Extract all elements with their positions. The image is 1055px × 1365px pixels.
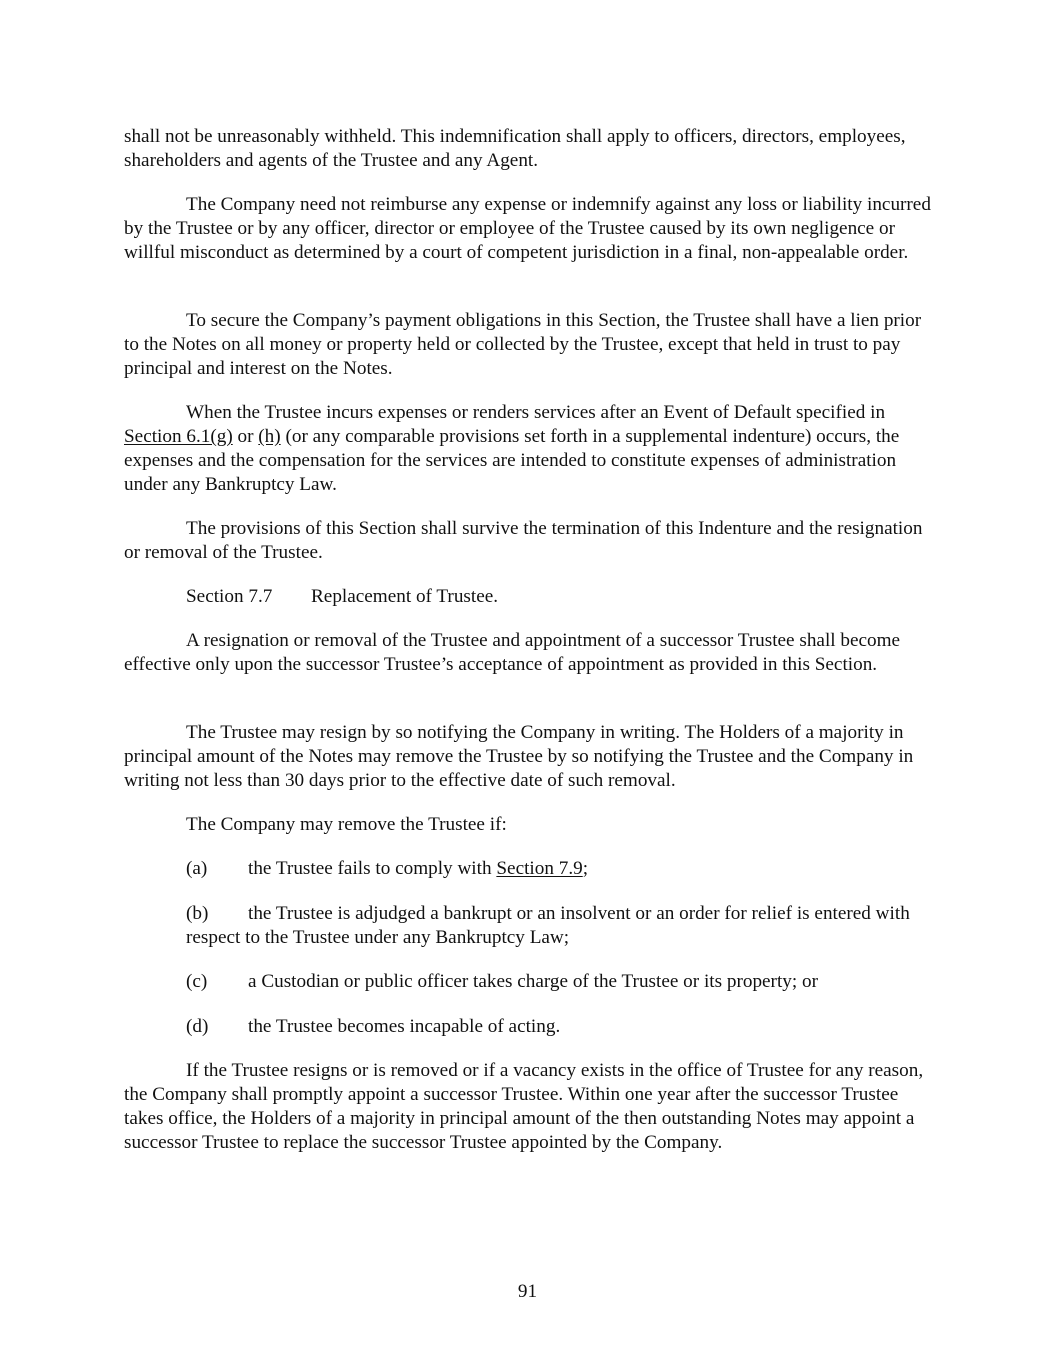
paragraph-reimbursement-exception: The Company need not reimburse any expense or indemnify against any loss or liability incurred by the Trustee or by any officer, director or employee of the Trustee caused by its own negligence or willful misconduct as determined by a court of competent jurisdiction in a final, non-appealable order.	[124, 194, 931, 263]
section-7-9-reference[interactable]: Section 7.9	[496, 858, 583, 879]
paragraph-company-remove: The Company may remove the Trustee if:	[186, 814, 507, 835]
section-6-1-g-reference[interactable]: Section 6.1(g)	[124, 426, 233, 447]
section-title: Replacement of Trustee.	[311, 586, 499, 607]
paragraph-trustee-lien: To secure the Company’s payment obligations in this Section, the Trustee shall have a lien prior to the Notes on all money or property held or collected by the Trustee, except that held in trust to pay principal and interest on the Notes.	[124, 310, 922, 379]
section-number: Section 7.7	[186, 586, 273, 607]
paragraph-indemnification-continued: shall not be unreasonably withheld. This indemnification shall apply to officers, directors, employees, shareholders and agents of the Trustee and any Agent.	[124, 126, 906, 171]
section-h-reference[interactable]: (h)	[258, 426, 281, 447]
item-label: (a)	[186, 858, 208, 879]
item-text: ;	[582, 858, 589, 879]
paragraph-survival: The provisions of this Section shall survive the termination of this Indenture and the resignation or removal of the Trustee.	[124, 518, 923, 563]
paragraph-successor-appointment: If the Trustee resigns or is removed or if a vacancy exists in the office of Trustee for any reason, the Company shall promptly appoint a successor Trustee. Within one year after the successor Trustee takes office, the Holders of a majority in principal amount of the then outstanding Notes may appoint a successor Trustee to replace the successor Trustee appointed by the Company.	[124, 1060, 924, 1153]
item-text: the Trustee is adjudged a bankrupt or an insolvent or an order for relief is entered with respect to the Trustee under any Bankruptcy Law;	[186, 903, 910, 948]
paragraph-resignation-effective: A resignation or removal of the Trustee and appointment of a successor Trustee shall become effective only upon the successor Trustee’s acceptance of appointment as provided in this Section.	[124, 630, 901, 675]
text-fragment: When the Trustee incurs expenses or renders services after an Event of Default specified in	[186, 402, 886, 423]
item-text: the Trustee fails to comply with	[248, 858, 497, 879]
item-text: the Trustee becomes incapable of acting.	[248, 1016, 561, 1037]
paragraph-trustee-resign: The Trustee may resign by so notifying the Company in writing. The Holders of a majority in principal amount of the Notes may remove the Trustee by so notifying the Trustee and the Company in writing not less than 30 days prior to the effective date of such removal.	[124, 722, 914, 791]
list-item-b	[186, 902, 932, 950]
text-fragment: or	[232, 426, 259, 447]
page-number: 91	[517, 1281, 538, 1302]
list-item-a	[186, 857, 932, 881]
text-fragment: (or any comparable provisions set forth in a supplemental indenture) occurs, the expenses and the compensation for the services are intended to constitute expenses of administration under any Bankruptcy Law.	[124, 426, 900, 495]
section-heading	[186, 585, 932, 609]
item-label: (d)	[186, 1016, 209, 1037]
list-item-c	[186, 970, 932, 994]
item-text: a Custodian or public officer takes charge of the Trustee or its property; or	[248, 971, 818, 992]
paragraph-bankruptcy-expenses	[124, 401, 932, 497]
item-label: (c)	[186, 971, 208, 992]
item-label: (b)	[186, 903, 209, 924]
list-item-d	[186, 1015, 932, 1039]
